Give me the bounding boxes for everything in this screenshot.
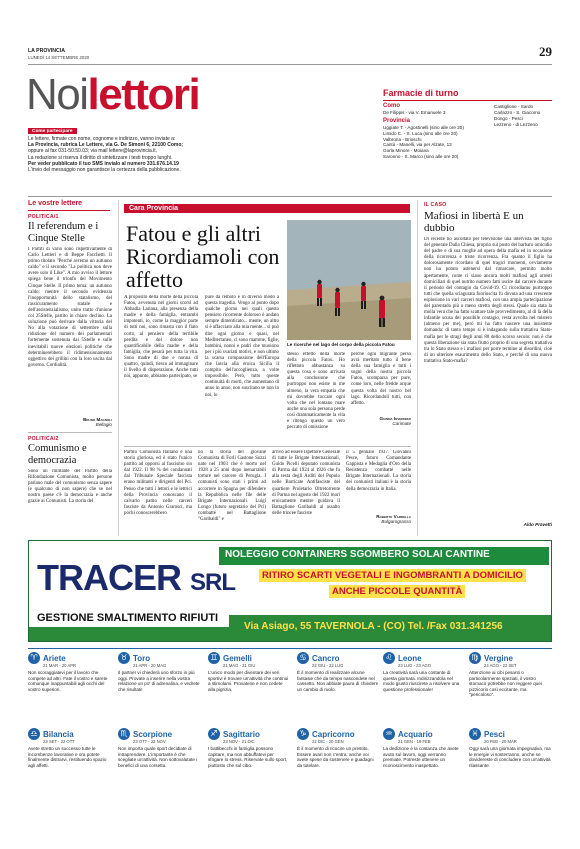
horoscope-capricorn <box>297 728 379 768</box>
center-lower-col2: no la storia del giovane Comunista di Forlì Gastone Sozzi nato nel 1903 che è morto nel 1928 a 25 anni dopo inenarrabili torture nel carcere di Perugia. I comunisti sono stati i primi ad accorrere in Spagna per difendere la Repubblica nelle file delle Brigate Internazionali. Luigi Longo (futuro segretario del Pci) combatté nel Battaglione "Garibaldi" e <box>198 450 266 523</box>
horoscope-name: Ariete <box>43 653 66 663</box>
horoscope-name: Pesci <box>484 729 505 739</box>
ad-brand <box>37 557 235 599</box>
horoscope-aquarius <box>383 728 465 768</box>
letter2-tag: POLITICA/2 <box>28 436 59 442</box>
right-tag: IL CASO <box>424 202 447 208</box>
center-lower-place: Bulgarograsso <box>381 519 411 524</box>
aries-icon: ♈ <box>28 652 40 664</box>
participate-line: La redazione si riserva il diritto di sintetizzare i testi troppo lunghi. <box>28 154 173 161</box>
center-lower-col1: Partito Comunista Italiano è una storia gloriosa, ed è stato l'unico partito ad opporsi al fascismo sin dal 1922. Il 98 % dei condannati dal Tribunale Speciale fascista erano militanti e dirigenti del Pci. Penso che tutti i lettori e le lettrici della Provincia conoscano il calvario patito nelle carceri fasciste da Antonio Gramsci, ma pochi conoscerebbero <box>124 450 192 516</box>
participate-line: La Provincia, rubrica Le Lettere, via G. De Simoni 6, 22100 Como; <box>28 142 184 149</box>
horoscope-dates: 23 NOV - 21 DIC <box>223 739 255 744</box>
center-body-col4: perché ogni migrante perso avrà meritato tutto il bene della sua famiglia e tutti i sogni della nostra piccola Fatou, scomparsa per pure, come loro, nelle fredde acque questa volta del nostro bel lago. Ricordandoli tutti, con affetto. <box>351 352 411 406</box>
center-lower-col3: arrivò ad essere Ispettore Generale di tutte le Brigate Internazionali, Guido Picelli deputato comunista di Parma dal 1924 al 1926 che fu alla testa degli Arditi del Popolo nelle Barricate Antifasciste del quartiere Proletario Oltretorrente di Parma nel agosto del 1922 morì eroicamente mentre guidava il Battaglione Garibaldi al assalto delle trincee fasciste <box>272 450 340 516</box>
horoscope-dates: 20 FEB - 20 MAR <box>484 739 517 744</box>
horoscope-text: Oggi sarà una giornata impegnativa, ma le energie vi sosterranno, anche se dovidereste di concludere con un'attività rilassante. <box>469 746 551 768</box>
cancer-icon: ♋ <box>297 652 309 664</box>
horoscope-text: Non importa quale sport decidiate di intraprendere. L'importante è che scegliate un'attività. Non sottovalutate i benefici di una corsetta. <box>118 746 198 768</box>
horoscope-name: Capricorno <box>312 729 355 739</box>
aquarius-icon: ♒ <box>383 728 395 740</box>
horoscope-cancer <box>297 652 379 692</box>
center-headline: Fatou e gli altri Ricordiamoli con affetto <box>126 221 280 292</box>
horoscope-text: L'unico modo per diventare dei veri sportivi è trovare un'attività che continui a stimolarvi. Provatene e non cedete alla pigrizia. <box>208 670 289 692</box>
leo-icon: ♌ <box>383 652 395 664</box>
center-body-col2: pure da remoto e in diverso modo a questa tragedia. Vengo al punto dopo qualche giorno nei quali questo pensiero ricorrente doloroso è andato sempre dimenticato... mente, un altro sì è affacciato alla mia mente... si può dire ogni giorno o quasi, nel Mediterraneo, ci sono mamme, figlie, bambini, nonni e padri che muoiono per i più svariati motivi, e non ultimo la scarsa compassione dell'Europa che lascia alla eroica Sicilia il compito dell'accoglienza, a volte impossibile. Però, tutto queste continuità di morti, che aumentano di anno in anno, non suscitano se non in noi, lo <box>205 295 279 398</box>
center-body-col1: A proposito della morte della piccola Fatou, avvenuta nei giorni scorsi ad Abbadia Lariana, alla presenza della madre e della famiglia, entrambi impotenti, io, come la maggior parte di tutti noi, sono rimasta con il fiato corto, al pensiero della terribile perdita e del dolore non quantificabile della madre e della famiglia, che pesarà per tutta la vita. Sono madre di due e nonna di quattro, quindi, riesco ad immaginare il livello di disperazione. Anche tutti noi, appunto, abbiamo partecipato, se <box>124 295 198 380</box>
horoscope-libra <box>28 728 110 768</box>
center-place: Carimate <box>392 421 411 426</box>
letter2-body: Sono un militante del Partito della Rifondazione Comunista, molto persone parlano male del comunismo senza sapere (e qualcuno di non sapere) che se nel nostro paese c'è la democrazia e anche grazie ai Comunisti. La storia del <box>28 469 112 505</box>
ad-line1: NOLEGGIO CONTAINERS SGOMBERO SOLAI CANTINE <box>225 549 490 560</box>
center-author: Gianna Invernizzi <box>379 416 411 421</box>
pharmacy-entry: Dongo - Pesci <box>494 115 523 121</box>
pharmacy-entry: Cantù - Manelli, via per Alzate, 13 <box>383 142 452 148</box>
horoscope-text: Il partner vi chiederà uno sforzo in più oggi. Provate a inserire nella vostra relazione un po' di adrenalina, e vedrete che risultati! <box>118 670 200 692</box>
horoscope-pisces <box>469 728 552 768</box>
horoscope-dates: 23 SET - 22 OTT <box>43 739 75 744</box>
participate-line: oppure al fax 031-50.50.03; via mail lettere@laprovincia.it. <box>28 148 158 155</box>
horoscope-text: È il momento di realizzare alcune fantasie che da tempo nascondete nel cassetto. Non abbiate paura di chiedere un cambio di ruolo. <box>297 670 379 692</box>
letter2-headline: Comunismo e democrazia <box>28 443 87 466</box>
capricorn-icon: ♑ <box>297 728 309 740</box>
horoscope-text: I battibecchi in famiglia possono capitare, ma non abbuffatevi per sfogare lo stress. Riservate sullo sport, piuttosto che sul cibo. <box>208 746 288 768</box>
letter1-place: Bellagio <box>95 422 112 427</box>
ad-line3: ANCHE PICCOLE QUANTITÀ <box>329 585 465 598</box>
horoscope-name: Toro <box>133 653 151 663</box>
section-title <box>26 72 199 118</box>
page-number: 29 <box>539 44 552 59</box>
horoscope-name: Leone <box>398 653 422 663</box>
horoscope-dates: 21 APR - 20 MAG <box>133 663 167 668</box>
pharmacy-province-label: Provincia <box>383 117 411 124</box>
pharmacy-como-entry: De Filippis - via V. Emanuele 3 <box>383 109 446 115</box>
horoscope-name: Cancro <box>312 653 340 663</box>
horoscope-aries <box>28 652 110 692</box>
ad-brand-name: TRACER <box>37 557 181 598</box>
horoscope-dates: 22 GIU - 22 LUG <box>312 663 344 668</box>
horoscope-taurus <box>118 652 200 692</box>
horoscope-dates: 24 AGO - 22 SET <box>484 663 517 668</box>
participate-line: L'invio del messaggio non garantisce la certezza della pubblicazione. <box>28 167 181 174</box>
pharmacy-title: Farmacie di turno <box>383 88 459 98</box>
pharmacy-entry: Castiglione - Sardo <box>494 104 534 109</box>
center-signature <box>351 416 411 426</box>
horoscope-text: La dedizione è la costanza che avete avuto sul lavoro, oggi verranno premiate. Potreste ottenere un riconoscimento inaspettato. <box>383 746 459 768</box>
right-body: Di recente ho ascoltato per televisione una intervista del figlio del generale Dalla Chiesa, proprio sul posto del barbaro omicidio del padre e di sua moglie ad opera della mafia ed in occasione della ricorrenza e triste ricorrenza. Fra quanto il figlio ha dolorosamente ricordato di quei tragici momenti, ovviamente non ha potuto astenersi dal rimarcare, permito molto apertamente, come ci siano ancora molti mafiosi agli arresti domiciliari di quel nutrito numero fatti uscire dal carcere durante il periodo del contagio da Covid-19. Ci ricordiamo purtroppo tutti che quella sciagurata fuoriuscita fu dovuta ad una crescente esplosione in vari carceri mafiosi, con una ampia partecipazione del parentado più o meno stretto degli stessi. Quale sia stata la molla vera che ha fatto scattare tale provvedimento, al di là della infantile scusa del possibile contagio, resta avvolta nel mistero (almeno per me), però mi ha fatto nascere una insistente domanda: di tanto tempo si è indagando sulla trattativa Stato-mafia per le stragi degli anni 80 dello scorso secolo: non è che questa liberazione sia stata frutto proprio di una segreta trattativa tra lo Stato stesso e i mafiosi per porre termine ai disordini, cioè di un ulteriore esaurimento dello Stato, e perché di una nuova trattativa Stato-mafia? <box>424 237 552 364</box>
right-headline: Mafiosi in libertà E un dubbio <box>424 210 524 234</box>
participate-label: Come partecipare <box>28 128 77 134</box>
pharmacy-entry: Carlazzo - S. Giacomo <box>494 109 541 115</box>
horoscope-scorpio <box>118 728 200 768</box>
section-title-lettori: lettori <box>87 70 200 119</box>
letter1-headline: Il referendum e i Cinque Stelle <box>28 221 99 244</box>
horoscope-virgo <box>469 652 552 698</box>
center-lower-col4: il 5 gennaio 1937. Giovanni Pesce, futuro Comandante Gappista e Medaglia d'Oro della Resistenza combatté nelle Brigate Internazionali. La storia dei comunisti italiani è la storia della democrazia in Italia. <box>346 450 411 492</box>
pharmacy-entry: Valbrona - Brioschi <box>383 136 422 142</box>
masthead-paper: LA PROVINCIA <box>28 48 65 54</box>
pharmacy-entry: Saronno - S. Marco (sino alle ore 20) <box>383 154 459 160</box>
pharmacy-list-right <box>494 104 554 128</box>
horoscope-name: Acquario <box>398 729 433 739</box>
left-column-header: Le vostre lettere <box>28 200 83 207</box>
pharmacy-entry: Limido C. - S. Luca (sino alle ore 20) <box>383 130 458 136</box>
taurus-icon: ♉ <box>118 652 130 664</box>
fatou-search-photo <box>287 220 411 340</box>
horoscope-sagittarius <box>208 728 290 768</box>
section-title-noi: Noi <box>26 70 88 119</box>
horoscope-dates: 21 MAG - 21 GIU <box>223 663 256 668</box>
letter1-body: I Partiti di vario sono rispettivamente di Carlo Lettieri e di Beppe Facchetti. Il primo titolato "Perché avremo un autunno caldo" e il secondo "La politica non deve avere solo il Like". A mio avviso il lettore spiega bene il trionfo del Movimento Cinque Stelle. Il primo tema: un autunno caldo: mentre il secondo evidenzia l'inopportunità dello statalismo, del rassicuramento statale e dell'assistenzialismo, unito tratto d'unione col 25Stelle, partito in chiaro declino. La soluzione può derivare dalla vittoria del No alla votazione di settembre sulla riduzione del numero dei parlamentari fortemente sostenuta dai 5Stelle e sulle inevitabili nuove elezioni politiche che determinerebbero il ridimensionamento oggettivo dei grillini con la loro uscita dal governo. Cordialità. <box>28 247 112 368</box>
ad-line2: RITIRO SCARTI VEGETALI E INGOMBRANTI A DOMICILIO <box>259 569 526 582</box>
right-author: Aldo Pravetti <box>523 522 552 527</box>
horoscope-text: Attenzione ai cibi pesanti o particolarmente speziati, il vostro stomaco potrebbe non reggere quei pizzicorio così eccitante, ma "pericoloso". <box>469 670 542 698</box>
pharmacy-list <box>383 104 493 160</box>
photo-illustration <box>287 220 411 340</box>
horoscope-name: Vergine <box>484 653 513 663</box>
center-lower-author: Roberto Vardella <box>376 514 411 519</box>
horoscope-text: È il momento di ricucire un prestito. Essere avari non c'entra: anche voi avete spese da sostenere e guadagni da tutelare. <box>297 746 374 768</box>
scorpio-icon: ♏ <box>118 728 130 740</box>
horoscope-gemini <box>208 652 290 692</box>
letter1-signature <box>28 417 112 427</box>
ad-tagline: GESTIONE SMALTIMENTO RIFIUTI <box>29 609 229 627</box>
gemini-icon: ♊ <box>208 652 220 664</box>
ad-address: Via Asiago, 55 TAVERNOLA - (CO) Tel. /Fax 031.341256 <box>244 621 503 632</box>
horoscope-text: La creatività sarà una costante di questa giornata. Indirizzandola nel modo giusto riuscirete a risolvere una questione professionale! <box>383 670 460 692</box>
participate-box <box>28 136 288 173</box>
horoscope-text: Non scoraggiatevi per il lavoro che compete ad altri. Fate il vostro e sarete comunque inappuntabili agli occhi del vostro superiori. <box>28 670 108 692</box>
photo-caption: Le ricerche nel lago del corpo della piccola Fatou <box>287 342 395 347</box>
horoscope-name: Bilancia <box>43 729 74 739</box>
center-header: Cara Provincia <box>124 204 410 213</box>
pharmacy-entry: Gorla Minore - Moiana <box>383 148 429 154</box>
horoscope-leo <box>383 652 465 692</box>
center-lower-signature <box>346 514 411 524</box>
libra-icon: ♎ <box>28 728 40 740</box>
sagittarius-icon: ♐ <box>208 728 220 740</box>
pharmacy-entry: Lezzeno - di Lezzeno <box>494 121 538 127</box>
virgo-icon: ♍ <box>469 652 481 664</box>
horoscope-name: Gemelli <box>223 653 252 663</box>
tracer-advertisement[interactable] <box>28 540 552 642</box>
letter1-tag: POLITICA/1 <box>28 214 59 220</box>
letter1-author: Bruno Magnoli <box>83 417 112 422</box>
horoscope-dates: 21 MAR - 20 APR <box>43 663 77 668</box>
horoscope-dates: 21 GEN - 19 FEB <box>398 739 431 744</box>
participate-line: Per veder pubblicato il tuo SMS invialo al numero 331.676.14.19 <box>28 160 179 167</box>
horoscope-dates: 23 OTT - 22 NOV <box>133 739 166 744</box>
horoscope-name: Scorpione <box>133 729 173 739</box>
pharmacy-entry: Uggiate T. - Agostinelli (sino alle ore 20) <box>383 124 464 130</box>
pharmacy-como-label: Como <box>383 103 400 109</box>
pisces-icon: ♓ <box>469 728 481 740</box>
masthead-date: LUNEDÌ 14 SETTEMBRE 2020 <box>28 55 90 60</box>
ad-brand-suffix: SRL <box>190 569 236 596</box>
horoscope-text: Avete stretto un successo tutte le incombenze lavorative e ora potete finalmente distrarvi, restituendo spazio agli affetti. <box>28 746 107 768</box>
center-body-col3: stesso effetto della morte della piccola Fatou. Ho riflettuto abbastanza su questa cosa e sono arrivata alla conclusione che purtroppo non esiste in me almeno, la vera empatia che mi dovrebbe toccare ogni volta che nel lontano mare anche una sola persona perde così drammaticamente la vita e ritengo questo un vero peccato di omissione <box>287 352 345 431</box>
horoscope-dates: 22 DIC - 20 GEN <box>312 739 344 744</box>
participate-line: Le lettere, firmate con nome, cognome e indirizzo, vanno inviate a: <box>28 136 176 142</box>
horoscope-name: Sagittario <box>223 729 260 739</box>
horoscope-dates: 23 LUG - 23 AGO <box>398 663 432 668</box>
